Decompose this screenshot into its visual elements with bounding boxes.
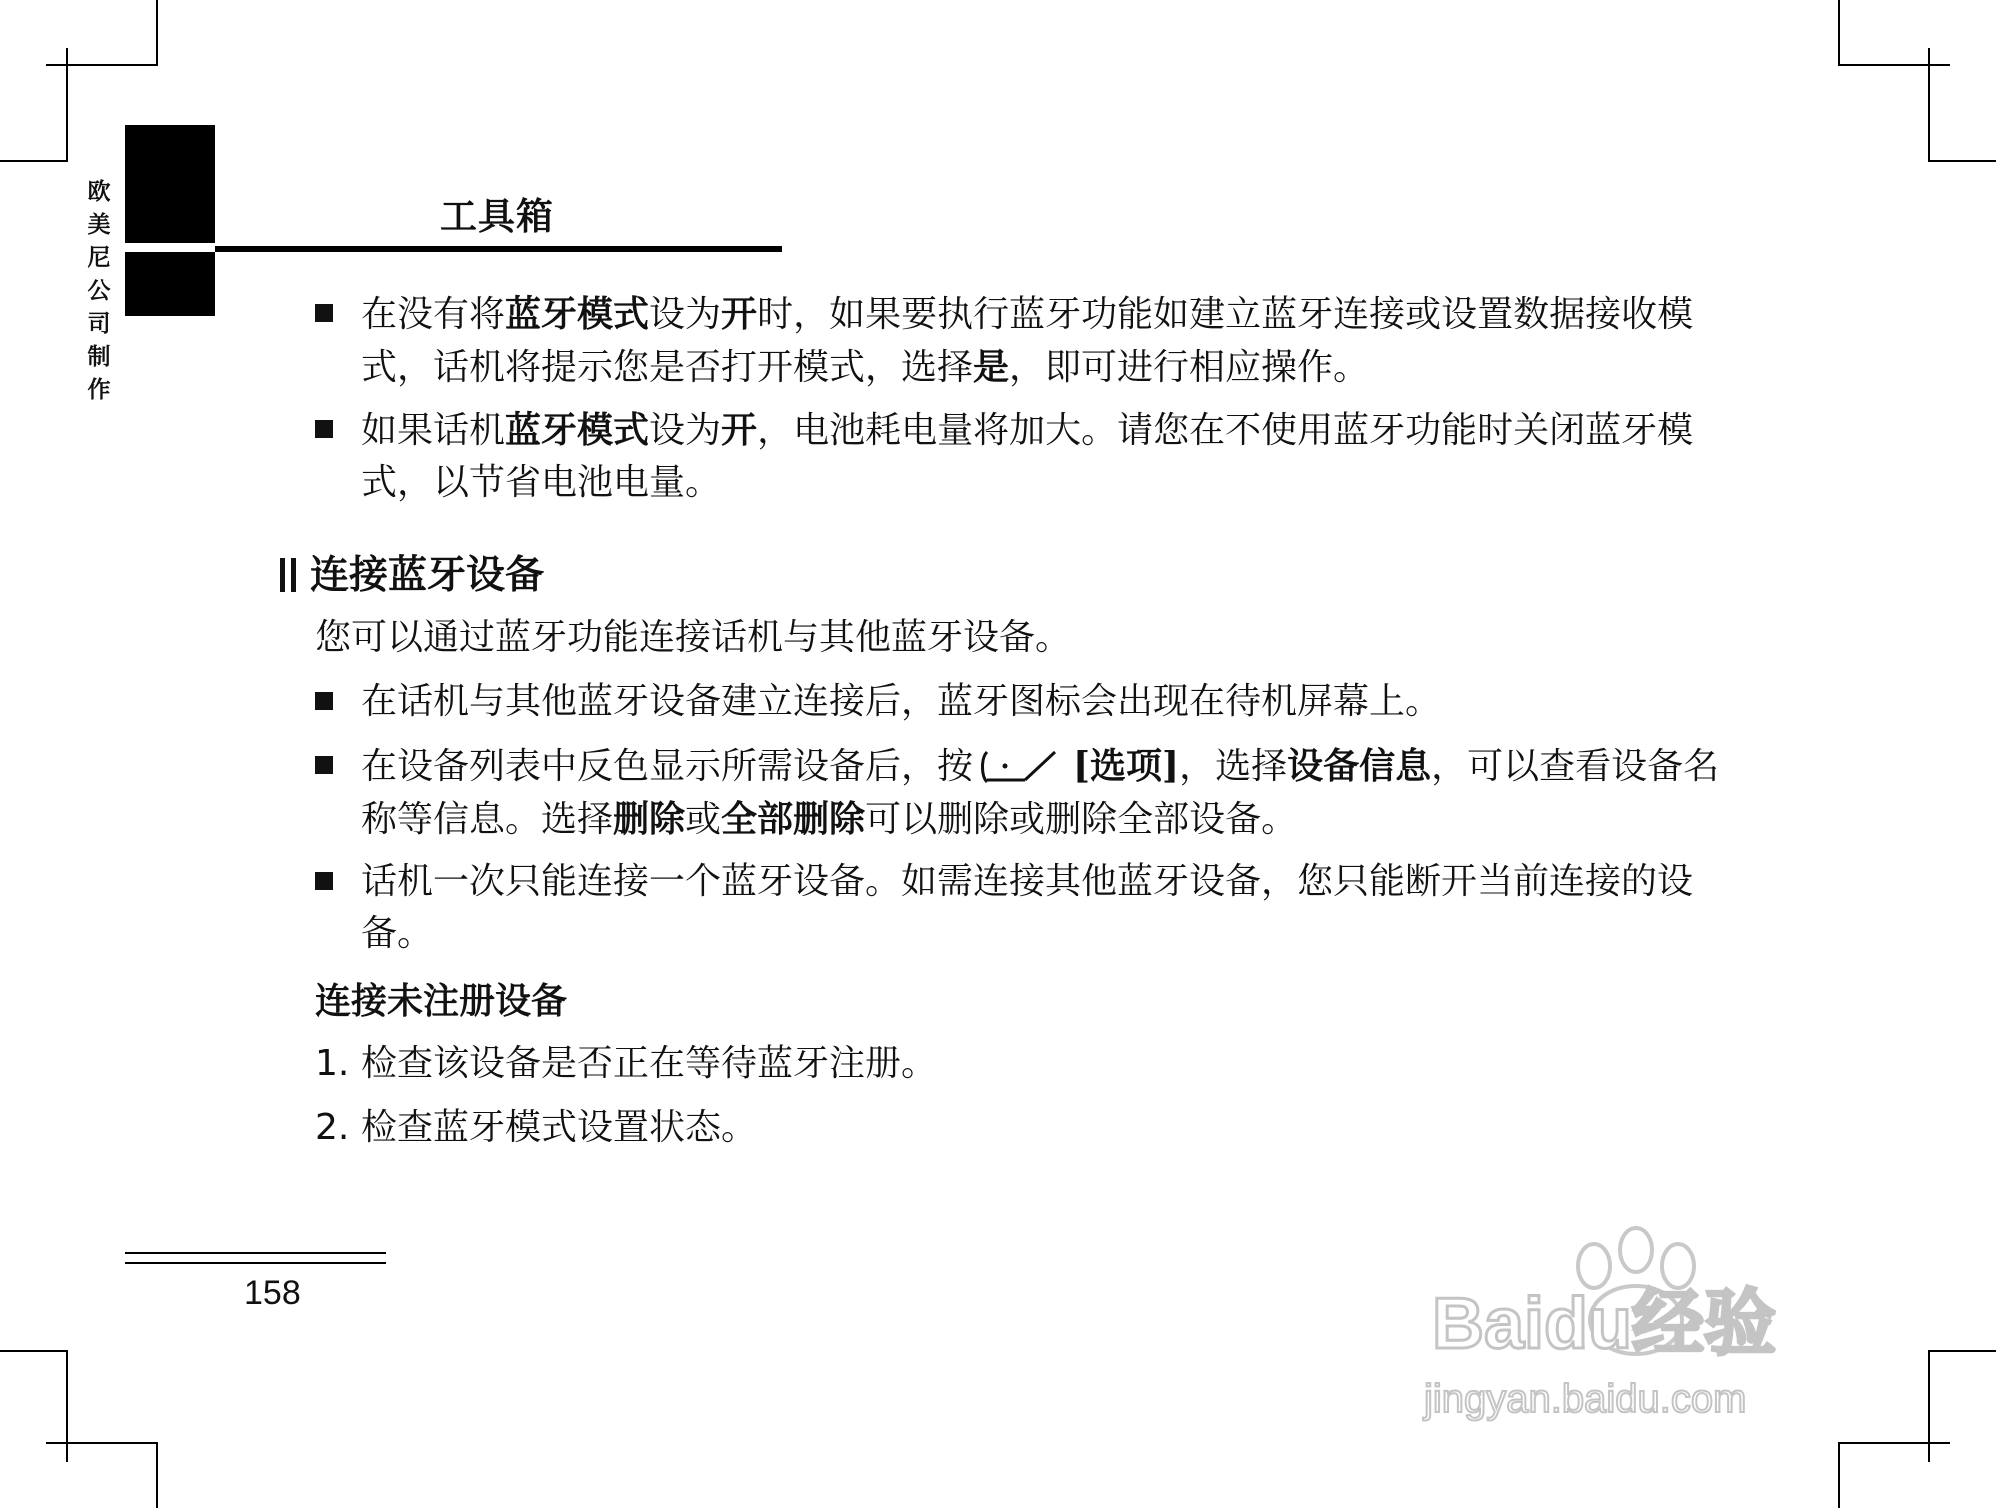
text-run: 话机一次只能连接一个蓝牙设备。如需连接其他蓝牙设备，您只能断开当前连接的设备。	[361, 861, 1694, 954]
footer-rule-top	[125, 1252, 386, 1254]
numbered-step	[315, 1038, 1725, 1090]
bold-term: 全部删除	[721, 798, 866, 840]
bold-term: 设备信息	[1287, 745, 1432, 787]
side-tab-upper	[125, 125, 215, 243]
bullet-item	[315, 740, 1725, 846]
section-heading: 连接蓝牙设备	[278, 550, 544, 602]
text-run: 可以删除或删除全部设备。	[865, 799, 1298, 840]
header-rule	[215, 246, 782, 252]
bullet-square-icon	[315, 756, 333, 774]
bullet-text	[361, 740, 1725, 846]
bold-term: 开	[721, 409, 758, 451]
bullet-square-icon	[315, 304, 333, 322]
bold-term: 蓝牙模式	[505, 293, 650, 335]
text-run: ，选择	[1179, 746, 1288, 787]
bold-term: [选项]	[1073, 745, 1180, 787]
side-tab-lower	[125, 252, 215, 316]
bullet-square-icon	[315, 872, 333, 890]
text-run: 在话机与其他蓝牙设备建立连接后，蓝牙图标会出现在待机屏幕上。	[361, 681, 1442, 722]
bullet-square-icon	[315, 420, 333, 438]
bullet-text	[361, 676, 1725, 728]
section-intro: 您可以通过蓝牙功能连接话机与其他蓝牙设备。	[315, 617, 1072, 658]
step-number: 2.	[315, 1107, 350, 1148]
step-number: 1.	[315, 1043, 350, 1084]
text-run: 在没有将	[361, 294, 506, 335]
page-number: 158	[244, 1274, 301, 1312]
step-text: 检查蓝牙模式设置状态。	[361, 1107, 758, 1148]
text-run: 设为	[649, 410, 722, 451]
bullet-text	[361, 856, 1725, 960]
bullet-item	[315, 676, 1725, 728]
bullet-item	[315, 404, 1725, 509]
watermark-brand: Baidu经验	[1432, 1284, 1777, 1364]
bold-term: 删除	[613, 798, 686, 840]
watermark-url: jingyan.baidu.com	[1424, 1377, 1747, 1421]
text-run: ，即可进行相应操作。	[1009, 347, 1370, 388]
bullet-square-icon	[315, 692, 333, 710]
text-run: ，可以查看设备名称等信息。选择	[361, 746, 1720, 840]
bullet-item	[315, 856, 1725, 960]
text-run: 时，如果要执行蓝牙功能如建立蓝牙连接或设置数据接收模式，话机将提示您是否打开模式，选择	[361, 294, 1694, 388]
step-text: 检查该设备是否正在等待蓝牙注册。	[361, 1043, 938, 1084]
bullet-item	[315, 288, 1725, 394]
section-marker-icon	[278, 558, 300, 592]
page-title: 工具箱	[440, 195, 554, 238]
numbered-step	[315, 1102, 1725, 1154]
side-vertical-text: 欧 美 尼 公 司 制 作	[87, 179, 111, 403]
baidu-watermark	[1418, 1208, 1878, 1438]
subsection-heading: 连接未注册设备	[315, 981, 568, 1022]
paw-logo-icon	[1418, 1208, 1878, 1438]
bold-term: 蓝牙模式	[505, 409, 650, 451]
text-run: ，电池耗电量将加大。请您在不使用蓝牙功能时关闭蓝牙模式，以节省电池电量。	[361, 410, 1694, 503]
footer-rule-bottom	[125, 1262, 386, 1264]
softkey-left-icon	[977, 746, 1069, 786]
text-run: 如果话机	[361, 410, 506, 451]
bullet-text	[361, 404, 1725, 509]
text-run: 设为	[649, 294, 722, 335]
bullet-text	[361, 288, 1725, 394]
bold-term: 是	[973, 346, 1010, 388]
text-run: 在设备列表中反色显示所需设备后，按	[361, 746, 974, 787]
text-run: 或	[685, 799, 722, 840]
bold-term: 开	[721, 293, 758, 335]
